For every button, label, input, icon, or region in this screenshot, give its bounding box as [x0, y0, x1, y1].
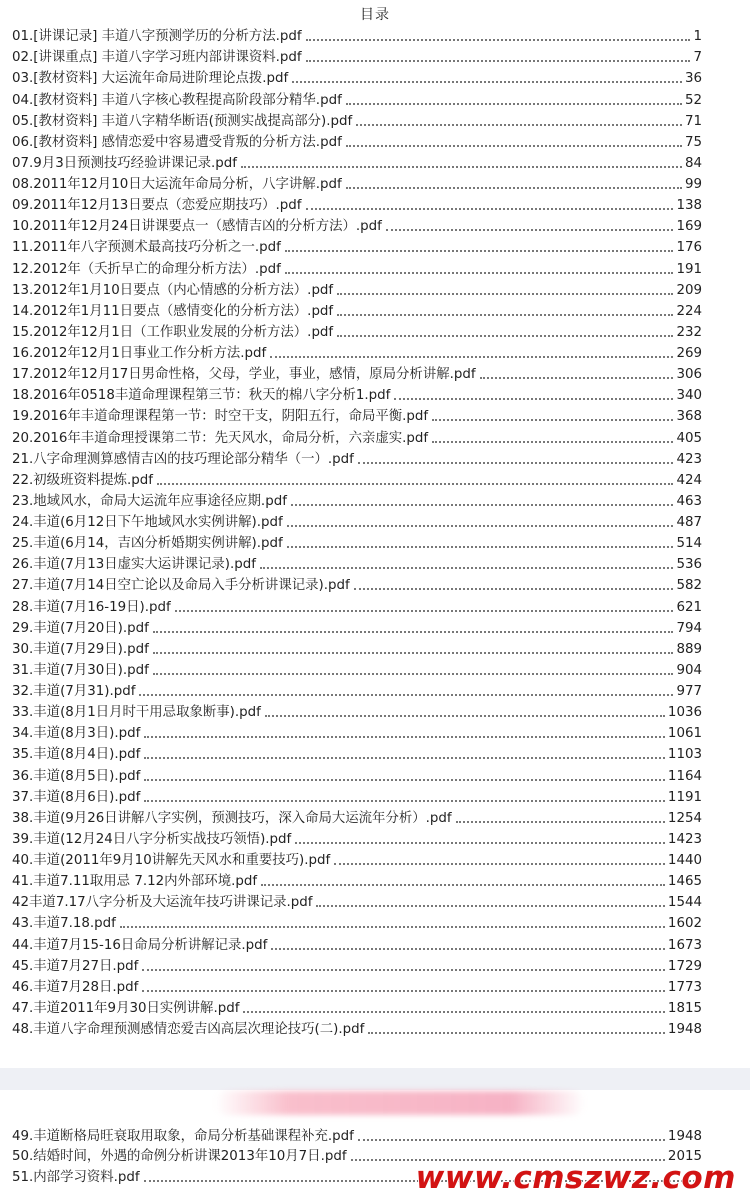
toc-entry-title: 25.丰道(6月14，吉凶分析婚期实例讲解).pdf	[12, 536, 283, 552]
dot-leader	[295, 842, 665, 844]
toc-entry-title: 18.2016年0518丰道命理课程第三节：秋天的棉八字分析1.pdf	[12, 388, 391, 404]
dot-leader	[142, 990, 665, 992]
toc-entry-title: 49.丰道断格局旺衰取用取象，命局分析基础课程补充.pdf	[12, 1128, 354, 1144]
toc-entry[interactable]	[12, 510, 702, 531]
toc-entry-title: 06.[教材资料] 感情恋爱中容易遭受背叛的分析方法.pdf	[12, 134, 342, 150]
dot-leader	[153, 631, 674, 633]
dot-leader	[356, 124, 682, 126]
toc-entry[interactable]	[12, 658, 702, 679]
toc-entry-page-number: 269	[676, 346, 702, 361]
toc-entry[interactable]	[12, 531, 702, 552]
toc-entry[interactable]	[12, 806, 702, 827]
dot-leader	[337, 335, 673, 337]
toc-entry-page-number: 1423	[667, 831, 702, 847]
dot-leader	[144, 779, 665, 781]
dot-leader	[358, 1139, 665, 1141]
toc-entry-page-number: 621	[676, 599, 702, 615]
toc-entry-page-number: 1036	[667, 705, 702, 721]
toc-entry-title: 47.丰道2011年9月30日实例讲解.pdf	[12, 1000, 240, 1016]
toc-entry-page-number: 487	[676, 515, 702, 530]
dot-leader	[334, 863, 665, 865]
toc-entry-title: 39.丰道(12月24日八字分析实战技巧领悟).pdf	[12, 831, 292, 847]
dot-leader	[358, 462, 674, 464]
toc-entry[interactable]	[12, 954, 702, 975]
toc-entry-page-number: 904	[676, 662, 702, 678]
toc-entry[interactable]	[12, 1017, 702, 1038]
toc-entry-page-number: 1103	[667, 747, 702, 763]
toc-entry[interactable]	[12, 109, 702, 130]
toc-entry-title: 15.2012年12月1日（工作职业发展的分析方法）.pdf	[12, 324, 334, 340]
toc-entry[interactable]	[12, 341, 702, 362]
toc-entry-page-number: 2015	[667, 1149, 702, 1164]
toc-entry-page-number: 405	[676, 430, 702, 446]
dot-leader	[260, 567, 673, 569]
toc-entry-page-number: 36	[684, 71, 702, 87]
toc-entry-page-number: 368	[676, 409, 702, 425]
dot-leader	[287, 525, 674, 527]
dot-leader	[142, 969, 665, 971]
toc-entry-page-number: 424	[676, 472, 702, 488]
toc-entry-page-number: 340	[676, 388, 702, 404]
dot-leader	[241, 166, 682, 168]
dot-leader	[144, 800, 665, 802]
toc-entry[interactable]	[12, 869, 702, 890]
dot-leader	[285, 250, 674, 252]
toc-entry-title: 03.[教材资料] 大运流年命局进阶理论点拨.pdf	[12, 71, 289, 87]
dot-leader	[346, 187, 682, 189]
toc-entry-page-number: 463	[676, 493, 702, 509]
toc-entry-page-number: 306	[676, 367, 702, 383]
toc-entry[interactable]	[12, 362, 702, 383]
dot-leader	[432, 441, 673, 443]
toc-entry-page-number: 423	[676, 451, 702, 467]
dot-leader	[346, 103, 682, 105]
toc-entry-title: 04.[教材资料] 丰道八字核心教程提高阶段部分精华.pdf	[12, 92, 342, 108]
toc-entry-page-number: 1061	[667, 726, 702, 742]
toc-entry[interactable]	[12, 489, 702, 510]
toc-entry[interactable]	[12, 552, 702, 573]
toc-entry-title: 38.丰道(9月26日讲解八字实例，预测技巧，深入命局大运流年分析）.pdf	[12, 810, 452, 826]
toc-entry-title: 17.2012年12月17日男命性格，父母，学业，事业，感情，原局分析讲解.pdf	[12, 367, 476, 383]
dot-leader	[337, 314, 673, 316]
dot-leader	[139, 694, 673, 696]
toc-entry[interactable]	[12, 763, 702, 784]
toc-entry[interactable]	[12, 320, 702, 341]
dot-leader	[261, 884, 665, 886]
toc-entry[interactable]	[12, 151, 702, 172]
toc-entry[interactable]	[12, 975, 702, 996]
dot-leader	[243, 1011, 665, 1013]
toc-entry-title: 14.2012年1月11日要点（感情变化的分析方法）.pdf	[12, 303, 334, 319]
toc-entry-title: 44.丰道7月15-16日命局分析讲解记录.pdf	[12, 937, 268, 953]
dot-leader	[144, 736, 665, 738]
dot-leader	[287, 546, 674, 548]
toc-entry[interactable]	[12, 193, 702, 214]
toc-entry-page-number: 224	[676, 303, 702, 319]
dot-leader	[337, 293, 673, 295]
dot-leader	[354, 588, 674, 590]
toc-entry-page-number: 1440	[667, 853, 702, 868]
toc-entry-title: 31.丰道(7月30日).pdf	[12, 662, 149, 678]
toc-entry-title: 12.2012年（夭折早亡的命理分析方法）.pdf	[12, 261, 281, 277]
dot-leader	[153, 652, 674, 654]
toc-entry[interactable]	[12, 785, 702, 806]
toc-entry[interactable]	[12, 637, 702, 658]
toc-entry[interactable]	[12, 996, 702, 1017]
toc-entry-page-number: 191	[676, 261, 702, 277]
toc-entry[interactable]	[12, 24, 702, 45]
toc-entry-title: 34.丰道(8月3日).pdf	[12, 726, 141, 742]
table-of-contents	[12, 24, 702, 1038]
toc-entry-page-number: 169	[676, 219, 702, 235]
toc-entry-title: 13.2012年1月10日要点（内心情感的分析方法）.pdf	[12, 282, 334, 298]
toc-entry[interactable]	[12, 932, 702, 953]
toc-entry[interactable]	[12, 66, 702, 87]
toc-entry-title: 40.丰道(2011年9月10讲解先天风水和重要技巧).pdf	[12, 853, 331, 868]
toc-entry-page-number: 75	[684, 134, 702, 150]
toc-entry[interactable]	[12, 235, 702, 256]
toc-entry-page-number: 209	[676, 282, 702, 298]
toc-entry-title: 22.初级班资料提炼.pdf	[12, 472, 153, 488]
toc-entry-page-number: 1191	[667, 789, 702, 805]
toc-entry-page-number: 138	[676, 198, 702, 214]
toc-entry[interactable]	[12, 616, 702, 637]
toc-entry[interactable]	[12, 1124, 702, 1145]
toc-entry[interactable]	[12, 827, 702, 848]
toc-entry-title: 37.丰道(8月6日).pdf	[12, 789, 141, 805]
toc-entry[interactable]	[12, 721, 702, 742]
toc-entry-title: 48.丰道八字命理预测感情恋爱吉凶高层次理论技巧(二).pdf	[12, 1022, 365, 1037]
toc-entry-page-number: 71	[684, 113, 702, 129]
toc-entry-title: 19.2016年丰道命理课程第一节：时空干支，阴阳五行，命局平衡.pdf	[12, 409, 429, 425]
toc-entry[interactable]	[12, 404, 702, 425]
toc-entry-title: 41.丰道7.11取用忌 7.12内外部环境.pdf	[12, 874, 258, 890]
toc-entry-page-number: 889	[676, 641, 702, 657]
toc-entry-page-number: 1	[693, 29, 702, 45]
toc-entry-page-number: 1254	[667, 810, 702, 826]
toc-entry-title: 16.2012年12月1日事业工作分析方法.pdf	[12, 346, 267, 361]
toc-entry[interactable]	[12, 447, 702, 468]
dot-leader	[271, 948, 665, 950]
toc-entry-page-number: 1815	[667, 1000, 702, 1016]
toc-entry-title: 33.丰道(8月1日月时干用忌取象断事).pdf	[12, 705, 261, 721]
toc-entry-page-number: 1773	[667, 979, 702, 995]
toc-entry-page-number: 977	[676, 684, 702, 699]
dot-leader	[432, 419, 673, 421]
toc-entry[interactable]	[12, 45, 702, 66]
toc-entry[interactable]	[12, 911, 702, 932]
toc-entry[interactable]	[12, 573, 702, 594]
toc-entry[interactable]	[12, 256, 702, 277]
page-title: 目录	[360, 7, 390, 23]
toc-entry-page-number: 232	[676, 324, 702, 340]
dot-leader	[480, 377, 674, 379]
toc-entry-title: 30.丰道(7月29日).pdf	[12, 641, 149, 657]
toc-entry-title: 01.[讲课记录] 丰道八字预测学历的分析方法.pdf	[12, 29, 302, 45]
toc-entry[interactable]	[12, 299, 702, 320]
toc-entry-page-number: 1673	[667, 937, 702, 953]
dot-leader	[153, 673, 674, 675]
toc-entry[interactable]	[12, 172, 702, 193]
toc-entry-title: 07.9月3日预测技巧经验讲课记录.pdf	[12, 155, 237, 171]
toc-entry-page-number: 1729	[667, 958, 702, 974]
dot-leader	[292, 81, 682, 83]
toc-entry-title: 21.八字命理测算感情吉凶的技巧理论部分精华（一）.pdf	[12, 451, 354, 467]
toc-entry-page-number: 794	[676, 620, 702, 636]
toc-entry-page-number: 1465	[667, 874, 702, 890]
toc-entry-page-number: 582	[676, 578, 702, 594]
dot-leader	[394, 398, 673, 400]
toc-entry[interactable]	[12, 468, 702, 489]
toc-entry-title: 20.2016年丰道命理授课第二节：先天风水，命局分析，六亲虚实.pdf	[12, 430, 429, 446]
toc-entry[interactable]	[12, 87, 702, 108]
toc-entry-title: 26.丰道(7月13日虚实大运讲课记录).pdf	[12, 557, 256, 573]
toc-entry-page-number: 1948	[667, 1022, 702, 1037]
toc-entry-title: 51.内部学习资料.pdf	[12, 1169, 140, 1185]
site-watermark: www.cmszwz.com	[415, 1160, 736, 1196]
toc-entry[interactable]	[12, 594, 702, 615]
toc-entry[interactable]	[12, 130, 702, 151]
toc-entry-title: 45.丰道7月27日.pdf	[12, 958, 139, 974]
toc-entry[interactable]	[12, 890, 702, 911]
toc-entry[interactable]	[12, 383, 702, 404]
dot-leader	[306, 60, 691, 62]
toc-entry[interactable]	[12, 278, 702, 299]
dot-leader	[306, 208, 674, 210]
dot-leader	[306, 39, 691, 41]
toc-entry[interactable]	[12, 679, 702, 700]
toc-entry-page-number: 1948	[667, 1128, 702, 1144]
dot-leader	[386, 229, 674, 231]
toc-entry[interactable]	[12, 848, 702, 869]
dot-leader	[291, 504, 674, 506]
toc-entry[interactable]	[12, 742, 702, 763]
dot-leader	[456, 821, 665, 823]
page-break-band	[0, 1068, 750, 1090]
toc-entry-title: 27.丰道(7月14日空亡论以及命局入手分析讲课记录).pdf	[12, 578, 350, 594]
toc-entry-title: 10.2011年12月24日讲课要点一（感情吉凶的分析方法）.pdf	[12, 219, 382, 235]
toc-entry-title: 29.丰道(7月20日).pdf	[12, 620, 149, 636]
toc-entry-title: 42丰道7.17八字分析及大运流年技巧讲课记录.pdf	[12, 895, 313, 911]
toc-entry-page-number: 1544	[667, 895, 702, 911]
toc-entry-page-number: 176	[676, 240, 702, 256]
toc-entry-title: 50.结婚时间，外遇的命例分析讲课2013年10月7日.pdf	[12, 1149, 347, 1164]
toc-entry-page-number: 84	[684, 155, 702, 171]
toc-entry-title: 36.丰道(8月5日).pdf	[12, 768, 141, 784]
toc-entry-title: 28.丰道(7月16-19日).pdf	[12, 599, 171, 615]
dot-leader	[285, 272, 674, 274]
toc-entry-page-number: 52	[684, 92, 702, 108]
toc-entry-page-number: 99	[684, 177, 702, 192]
toc-entry-title: 05.[教材资料] 丰道八字精华断语(预测实战提高部分).pdf	[12, 113, 353, 129]
toc-entry-title: 43.丰道7.18.pdf	[12, 916, 116, 932]
toc-entry-title: 35.丰道(8月4日).pdf	[12, 747, 141, 763]
toc-entry-page-number: 1164	[667, 768, 702, 784]
toc-entry-page-number: 1602	[667, 916, 702, 932]
toc-entry-title: 08.2011年12月10日大运流年命局分析，八字讲解.pdf	[12, 177, 342, 192]
dot-leader	[270, 356, 673, 358]
toc-entry[interactable]	[12, 425, 702, 446]
toc-entry-page-number: 514	[676, 536, 702, 552]
dot-leader	[316, 905, 664, 907]
toc-entry-title: 46.丰道7月28日.pdf	[12, 979, 139, 995]
toc-entry-title: 02.[讲课重点] 丰道八字学习班内部讲课资料.pdf	[12, 50, 302, 66]
dot-leader	[346, 145, 682, 147]
toc-entry-title: 11.2011年八字预测术最高技巧分析之一.pdf	[12, 240, 281, 256]
toc-entry[interactable]	[12, 214, 702, 235]
toc-entry-page-number: 536	[676, 557, 702, 573]
dot-leader	[144, 757, 665, 759]
dot-leader	[265, 715, 665, 717]
dot-leader	[175, 610, 674, 612]
toc-entry-title: 23.地域风水，命局大运流年应事途径应期.pdf	[12, 493, 287, 509]
toc-entry-title: 32.丰道(7月31).pdf	[12, 684, 136, 699]
toc-entry-title: 24.丰道(6月12日下午地域风水实例讲解).pdf	[12, 515, 283, 530]
toc-entry-page-number: 7	[693, 50, 702, 66]
toc-entry[interactable]	[12, 700, 702, 721]
blurred-redaction	[215, 1091, 585, 1115]
toc-entry-title: 09.2011年12月13日要点（恋爱应期技巧）.pdf	[12, 198, 302, 214]
dot-leader	[157, 483, 673, 485]
dot-leader	[120, 926, 665, 928]
dot-leader	[368, 1032, 665, 1034]
